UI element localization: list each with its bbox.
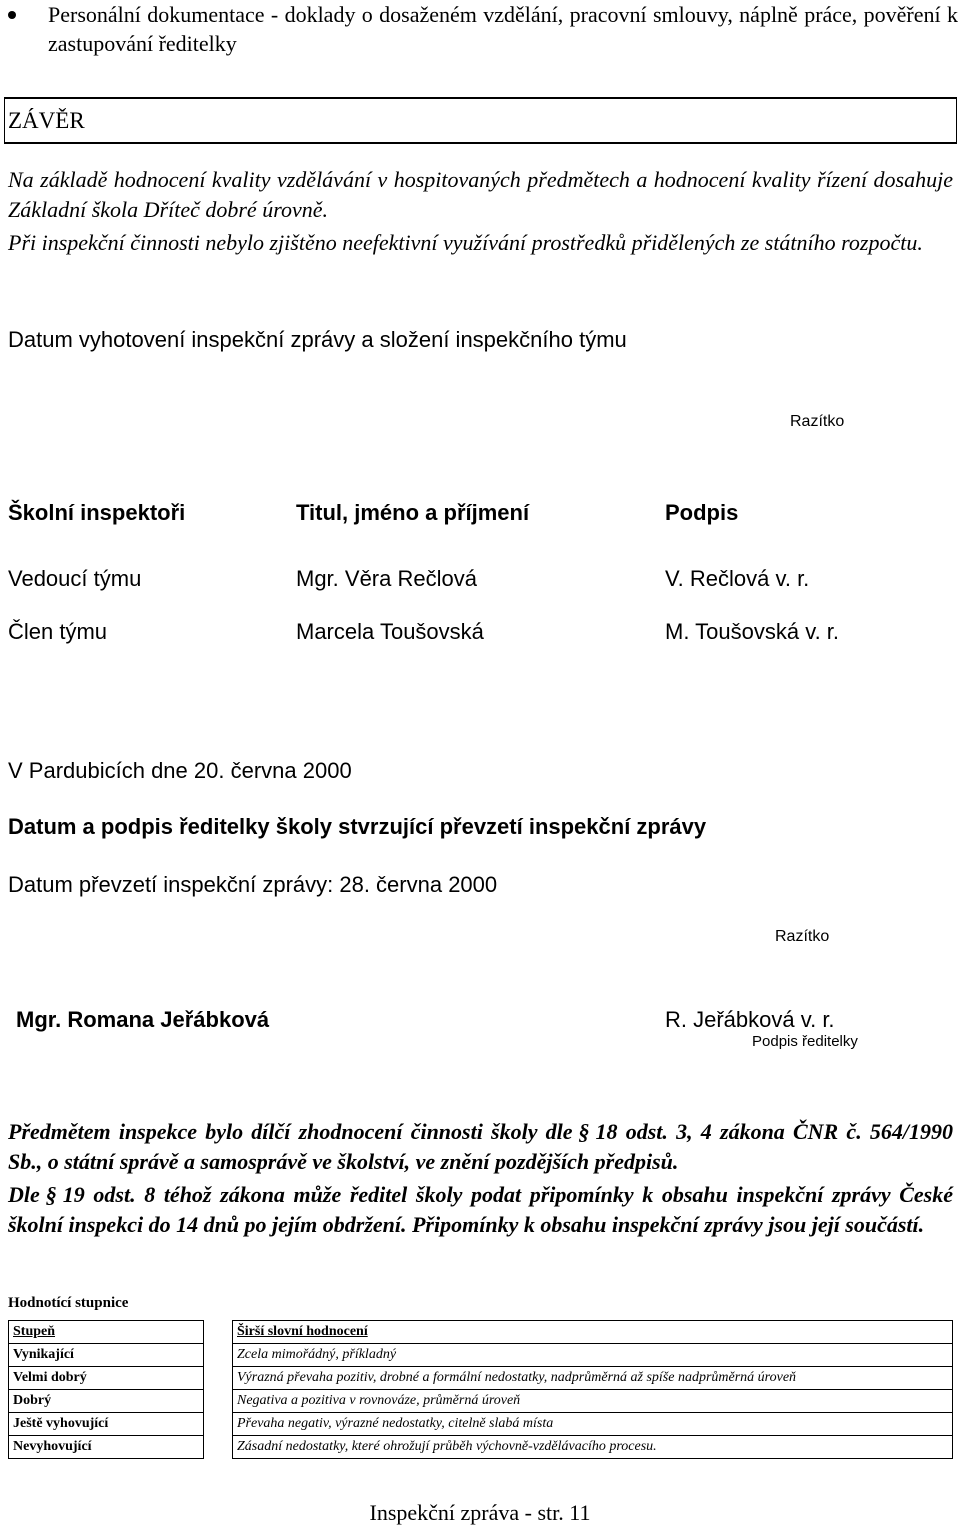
director-stamp: Razítko bbox=[775, 928, 830, 945]
legal-p2-end: 19 odst. 8 téhož zákona může ředitel školy podat připomínky k obsahu inspekční zprávy České školní inspekci do 14 dnů po jejím obdržení. Připomínky k obsahu inspekční zprávy jsou její součástí. bbox=[8, 1182, 953, 1237]
team-stamp: Razítko bbox=[790, 413, 845, 430]
team-row-signature: M. Toušovská v. r. bbox=[665, 619, 840, 644]
page-footer: Inspekční zpráva - str. 11 bbox=[369, 1500, 591, 1525]
team-col-role: Školní inspektoři bbox=[8, 500, 186, 525]
table-header-desc: Širší slovní hodnocení bbox=[233, 1321, 953, 1344]
table-cell-desc: Výrazná převaha pozitiv, drobné a formální nedostatky, nadprůměrná až spíše nadprůměrná úroveň bbox=[233, 1367, 953, 1390]
table-cell-grade: Nevyhovující bbox=[9, 1436, 204, 1459]
team-row-role: Vedoucí týmu bbox=[8, 566, 142, 591]
table-cell-grade: Ještě vyhovující bbox=[9, 1413, 204, 1436]
section-sign: § bbox=[578, 1119, 590, 1144]
conclusion-paragraph-1: Na základě hodnocení kvality vzdělávání v hospitovaných předmětech a hodnocení kvality řízení dosahuje Základní škola Dříteč dobré úrovně. bbox=[8, 167, 953, 222]
director-heading: Datum a podpis ředitelky školy stvrzující převzetí inspekční zprávy bbox=[8, 814, 707, 839]
scale-title: Hodnotící stupnice bbox=[8, 1295, 129, 1311]
section-sign: § bbox=[45, 1182, 57, 1207]
table-header-row bbox=[9, 1321, 953, 1344]
table-cell-grade: Velmi dobrý bbox=[9, 1367, 204, 1390]
conclusion-paragraph-2: Při inspekční činnosti nebylo zjištěno neefektivní využívání prostředků přidělených ze státního rozpočtu. bbox=[8, 230, 923, 255]
table-row bbox=[9, 1344, 953, 1367]
table-cell-grade: Vynikající bbox=[9, 1344, 204, 1367]
table-row bbox=[9, 1390, 953, 1413]
team-row-role: Člen týmu bbox=[8, 619, 108, 644]
team-col-name: Titul, jméno a příjmení bbox=[296, 500, 530, 525]
table-cell-desc: Převaha negativ, výrazné nedostatky, citelně slabá místa bbox=[233, 1413, 953, 1436]
legal-p2-start: Dle bbox=[8, 1182, 40, 1207]
legal-p1-start: Předmětem inspekce bylo dílčí zhodnocení činnosti školy dle bbox=[8, 1119, 573, 1144]
place-date: V Pardubicích dne 20. června 2000 bbox=[8, 758, 352, 783]
table-row bbox=[9, 1436, 953, 1459]
bullet-icon bbox=[8, 11, 16, 19]
received-date: Datum převzetí inspekční zprávy: 28. června 2000 bbox=[8, 872, 498, 897]
team-row-signature: V. Rečlová v. r. bbox=[665, 566, 810, 591]
director-name: Mgr. Romana Jeřábková bbox=[16, 1007, 270, 1032]
team-row-name: Marcela Toušovská bbox=[296, 619, 484, 644]
team-row-name: Mgr. Věra Rečlová bbox=[296, 566, 477, 591]
conclusion-title: ZÁVĚR bbox=[8, 108, 85, 133]
legal-paragraph-1 bbox=[8, 1117, 953, 1177]
bullet-text: Personální dokumentace - doklady o dosaženém vzdělání, pracovní smlouvy, náplně práce, pověření k zastupování ředitelky bbox=[48, 2, 958, 56]
table-cell-desc: Zcela mimořádný, příkladný bbox=[233, 1344, 953, 1367]
table-cell-desc: Zásadní nedostatky, které ohrožují průběh výchovně-vzdělávacího procesu. bbox=[233, 1436, 953, 1459]
rating-scale-table bbox=[8, 1320, 953, 1459]
director-signature: R. Jeřábková v. r. bbox=[665, 1007, 835, 1032]
table-row bbox=[9, 1413, 953, 1436]
legal-p1-end: 18 odst. 3, 4 zákona ČNR č. 564/1990 Sb., o státní správě a samosprávě ve školství, ve znění pozdějších předpisů. bbox=[8, 1119, 953, 1174]
conclusion-title-box bbox=[4, 97, 957, 144]
table-row bbox=[9, 1367, 953, 1390]
table-cell-desc: Negativa a pozitiva v rovnováze, průměrná úroveň bbox=[233, 1390, 953, 1413]
table-header-grade: Stupeň bbox=[9, 1321, 204, 1344]
table-cell-grade: Dobrý bbox=[9, 1390, 204, 1413]
legal-paragraph-2 bbox=[8, 1180, 953, 1240]
team-col-signature: Podpis bbox=[665, 500, 739, 525]
team-heading: Datum vyhotovení inspekční zprávy a složení inspekčního týmu bbox=[8, 327, 627, 352]
director-signature-caption: Podpis ředitelky bbox=[752, 1033, 858, 1050]
